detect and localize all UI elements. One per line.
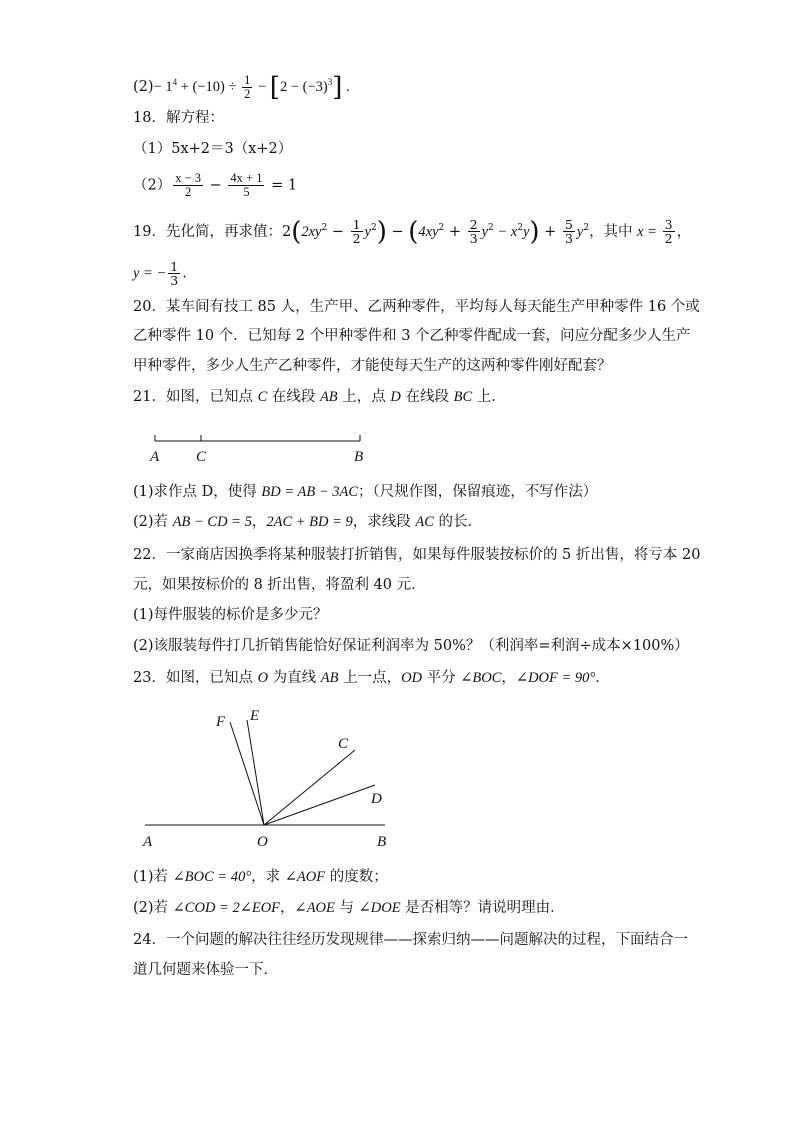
q23-l1b: 为直线 (268, 670, 321, 686)
q23-var-o: O (257, 670, 269, 686)
q17-t4: ÷ (224, 78, 241, 95)
q21-p1a: (1)求作点 D，使得 (133, 484, 262, 500)
q19-prefix: 19．先化简，再求值：2 (133, 223, 292, 240)
q19-p1: + (444, 223, 466, 240)
q23-var-dof: ∠DOF = 90° (515, 670, 596, 686)
q18-op: − (205, 177, 227, 194)
q17-fraction (242, 74, 252, 101)
q17-e1: 4 (172, 77, 178, 87)
q21-p2m2: 2AC + BD = 9 (266, 514, 353, 530)
q23-p1m1: ∠BOC = 40° (172, 869, 252, 885)
q19-frac2 (468, 218, 480, 245)
q22-part1: (1)每件服装的标价是多少元？ (133, 607, 328, 623)
q21-p2c: ，求线段 (352, 514, 416, 530)
q23-figure (140, 700, 400, 860)
q18-part2-label: （2） (133, 177, 172, 194)
q19-paren-close1: ) (376, 216, 387, 247)
q19-b1: 4xy (418, 223, 439, 240)
q17-frac-den: 2 (244, 87, 251, 101)
q17-t7: (−3) (302, 78, 328, 95)
q19-y-var: y = − (133, 265, 167, 282)
q18-part1: （1）5x+2＝3（x+2） (133, 141, 293, 157)
q17-right-bracket: ] (332, 72, 343, 103)
q21-p2m1: AB − CD = 5 (172, 514, 252, 530)
q21-p2m3: AC (415, 514, 434, 530)
q19-paren-open2: ( (408, 216, 419, 247)
q19-paren-close2: ) (529, 216, 540, 247)
q19-a2: y (364, 223, 371, 240)
q23-l1c: 上一点， (338, 670, 402, 686)
q21-p1b: ；（尺规作图，保留痕迹，不写作法） (358, 484, 598, 500)
q17-t8: . (346, 78, 350, 95)
label-d: D (371, 791, 382, 807)
q17-e2: 3 (327, 77, 333, 87)
q17-part2-label: (2) (133, 78, 154, 95)
q21-l1e: 上． (472, 389, 506, 405)
q18-rhs: = 1 (266, 177, 298, 194)
q23-part1 (133, 867, 388, 887)
q21-part1 (133, 482, 597, 502)
q23-p2c: 与 (334, 900, 359, 916)
q20-line3: 甲种零件，多少人生产乙种零件，才能使每天生产的这两种零件刚好配套？ (133, 358, 612, 374)
q19-x-var: x = (637, 223, 661, 240)
q19-mid: ，其中 (589, 223, 638, 240)
q19-exp6: 2 (583, 223, 590, 233)
q21-l1d: 在线段 (400, 389, 454, 405)
q19-frac2-den: 3 (469, 231, 478, 247)
q19-exp5: 2 (517, 223, 523, 233)
q19-period: . (182, 265, 187, 282)
q19-m2: − (386, 223, 409, 240)
q23-p1a: (1)若 (133, 869, 173, 885)
q20-line1: 20．某车间有技工 85 人，生产甲、乙两种零件，平均每人每天能生产甲种零件 16 个或 (133, 299, 700, 315)
q18-frac2-den: 5 (243, 185, 250, 199)
q19-p2: + (539, 223, 561, 240)
label-c: C (196, 449, 207, 465)
q23-p2m1: ∠COD = 2∠EOF (172, 900, 281, 916)
q19-fracy-num: 1 (170, 259, 179, 274)
label-b: B (377, 834, 387, 850)
q23-var-boc: ∠BOC (460, 670, 502, 686)
q18-frac2 (228, 172, 264, 199)
q21-figure (140, 425, 380, 467)
q21-p2b: ， (251, 514, 267, 530)
q23-p1m2: ∠AOF (284, 869, 326, 885)
q17-left-bracket: [ (269, 72, 280, 103)
q21-l1a: 21．如图，已知点 (133, 389, 258, 405)
q21-var-d: D (390, 389, 401, 405)
q18-title: 18．解方程： (133, 110, 224, 126)
q23-l1f: ． (595, 670, 610, 686)
q23-p1b: ，求 (251, 869, 285, 885)
q21-var-bc: BC (453, 389, 473, 405)
label-o: O (257, 834, 268, 850)
q18-frac1 (173, 172, 203, 199)
label-e: E (250, 708, 260, 724)
q17-part2 (133, 72, 350, 101)
q19-comma: ， (676, 223, 692, 240)
ray-od (264, 785, 375, 825)
q19-b2: y (481, 223, 489, 240)
ray-of (230, 722, 264, 825)
q19-fracx (663, 218, 675, 245)
q19-exp1: 2 (321, 223, 328, 233)
q23-line1 (133, 668, 610, 688)
q19-frac3 (563, 218, 575, 245)
q23-p2m2: ∠AOE (294, 900, 335, 916)
label-a: A (150, 449, 160, 465)
q19-fracx-den: 2 (664, 231, 673, 247)
q23-p2d: 是否相等？请说明理由． (400, 900, 565, 916)
q17-term1 (153, 72, 350, 103)
q17-t6: 2 − (279, 78, 303, 95)
q19-fracy (168, 260, 180, 287)
q23-p2a: (2)若 (133, 900, 173, 916)
q19-exp4: 2 (488, 223, 494, 233)
label-b: B (354, 449, 364, 465)
q21-var-c: C (257, 389, 268, 405)
q17-t3: (−10) (192, 78, 225, 95)
q23-var-od: OD (401, 670, 423, 686)
q19-exp2: 2 (370, 223, 377, 233)
q17-t5: − (254, 78, 270, 95)
label-c: C (338, 736, 349, 752)
q17-frac-num: 1 (244, 73, 251, 87)
q23-part2 (133, 898, 565, 918)
q19-frac3-num: 5 (564, 217, 573, 233)
q19-fracx-num: 3 (664, 217, 673, 233)
q19-frac3-den: 3 (564, 231, 573, 247)
q19-m3: − x (493, 223, 518, 240)
q18-frac1-num: x − 3 (175, 171, 202, 185)
q19-paren-open1: ( (291, 216, 302, 247)
q19-exp3: 2 (438, 223, 445, 233)
q17-t2: + (177, 78, 193, 95)
q23-p2b: ， (280, 900, 295, 916)
q19-c1: y (576, 223, 584, 240)
q19-a1: 2xy (301, 223, 322, 240)
q19-m1: − (327, 223, 349, 240)
q19-line2 (133, 260, 187, 287)
q23-p2m3: ∠DOE (358, 900, 401, 916)
q24-line1: 24．一个问题的解决往往经历发现规律——探索归纳——问题解决的过程，下面结合一 (133, 932, 688, 948)
q21-p1m: BD = AB − 3AC (261, 484, 359, 500)
q19-b3: y (522, 223, 530, 240)
q19-line1 (133, 218, 691, 245)
q18-frac2-num: 4x + 1 (230, 171, 263, 185)
q23-p1c: 的度数； (325, 869, 388, 885)
q21-line1 (133, 387, 506, 407)
q21-p2a: (2)若 (133, 514, 173, 530)
q19-frac1-den: 2 (352, 231, 361, 247)
q21-p2d: 的长． (433, 514, 483, 530)
q23-var-ab: AB (320, 670, 339, 686)
q23-l1e: ， (501, 670, 516, 686)
q17-t1: − 1 (153, 78, 173, 95)
q23-l1a: 23．如图，已知点 (133, 670, 258, 686)
q20-line2: 乙种零件 10 个．已知每 2 个甲种零件和 3 个乙种零件配成一套，问应分配多少人生产 (133, 328, 691, 344)
q21-var-ab: AB (319, 389, 338, 405)
q24-line2: 道几何题来体验一下． (133, 962, 278, 978)
q19-frac1 (351, 218, 363, 245)
ray-oc (264, 750, 355, 825)
label-f: F (216, 714, 226, 730)
ray-oe (247, 720, 264, 825)
q22-line1: 22．一家商店因换季将某种服装打折销售，如果每件服装按标价的 5 折出售，将亏本 20 (133, 547, 701, 563)
q18-part2 (133, 172, 297, 199)
q19-fracy-den: 3 (170, 273, 179, 288)
q19-frac1-num: 1 (352, 217, 361, 233)
q19-frac2-num: 2 (469, 217, 478, 233)
q21-part2 (133, 512, 482, 532)
q23-l1d: 平分 (422, 670, 461, 686)
label-a: A (143, 834, 153, 850)
q21-l1b: 在线段 (267, 389, 320, 405)
q22-part2: (2)该服装每件打几折销售能恰好保证利润率为 50%？（利润率=利润÷成本×100%） (133, 638, 689, 654)
q21-l1c: 上，点 (337, 389, 391, 405)
q18-frac1-den: 2 (185, 185, 192, 199)
q22-line2: 元，如果按标价的 8 折出售，将盈利 40 元． (133, 577, 426, 593)
